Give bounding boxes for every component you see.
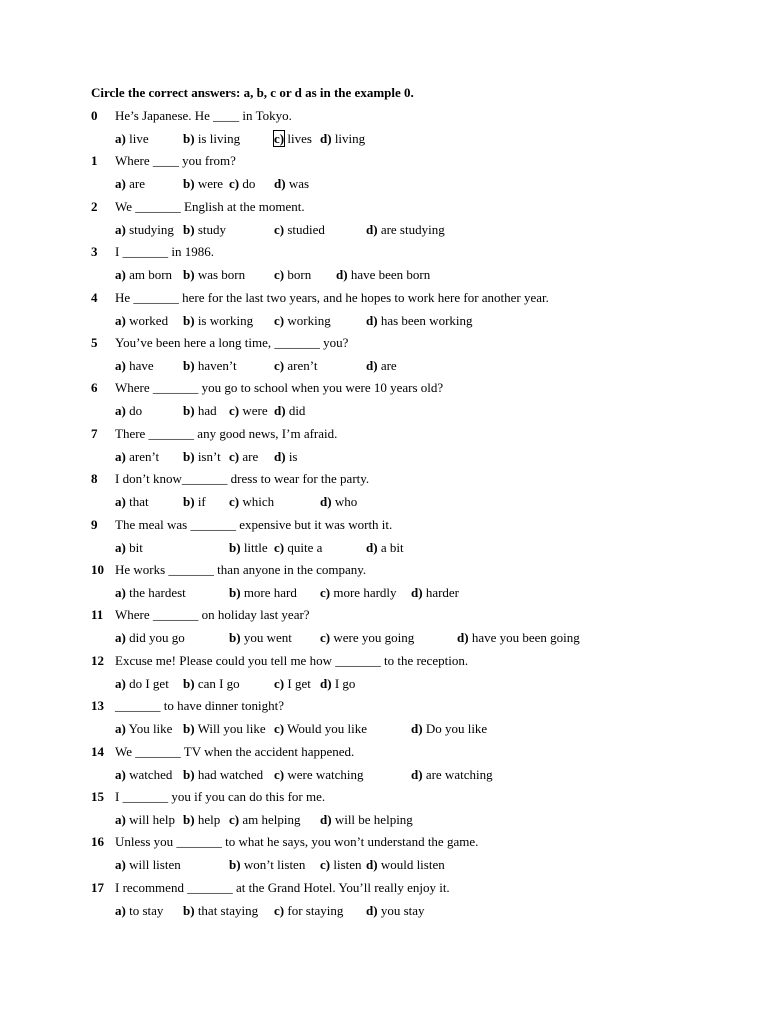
option-text: born: [284, 267, 312, 283]
option-letter: c): [229, 494, 240, 510]
answer-option-c[interactable]: [274, 720, 367, 738]
circled-option-letter: c): [274, 131, 285, 146]
option-letter: b): [229, 585, 241, 600]
answer-option-b[interactable]: [183, 766, 263, 784]
question-number: 14: [91, 743, 104, 759]
option-letter: a): [115, 675, 126, 691]
option-text: can I go: [194, 675, 240, 691]
answer-option-a[interactable]: [115, 675, 169, 693]
question-text: He’s Japanese. He ____ in Tokyo.: [115, 108, 292, 123]
option-text: study: [194, 221, 226, 237]
answer-option-d[interactable]: [411, 720, 487, 738]
question-number: 1: [91, 153, 98, 169]
answer-option-a[interactable]: [115, 766, 172, 784]
option-letter: a): [115, 539, 126, 555]
option-letter: b): [183, 675, 195, 691]
question-number: 8: [91, 471, 98, 487]
option-letter: d): [274, 176, 286, 192]
option-text: were: [239, 403, 268, 419]
option-letter: d): [274, 403, 286, 419]
answer-option-b[interactable]: [183, 675, 240, 693]
answer-option-c[interactable]: [229, 493, 274, 511]
answer-option-a[interactable]: [115, 175, 145, 193]
option-text: isn’t: [194, 448, 221, 464]
answer-option-a[interactable]: [115, 130, 149, 148]
option-letter: b): [229, 630, 241, 646]
question-text: The meal was _______ expensive but it was worth it.: [115, 516, 393, 532]
option-letter: b): [229, 857, 241, 873]
option-text: who: [331, 494, 358, 510]
question-text: Where _______ on holiday last year?: [115, 607, 310, 623]
option-text: studied: [284, 221, 325, 237]
option-letter: a): [115, 221, 126, 237]
option-letter: b): [183, 358, 195, 373]
option-letter: d): [274, 448, 286, 464]
option-letter: a): [115, 585, 126, 600]
answer-option-b[interactable]: [229, 539, 268, 557]
option-text: for staying: [284, 902, 344, 918]
option-text: lives: [284, 131, 312, 146]
option-text: help: [194, 812, 221, 827]
option-text: would listen: [377, 857, 445, 873]
option-letter: b): [183, 267, 195, 283]
option-text: do I get: [125, 675, 169, 691]
option-letter: c): [274, 721, 285, 737]
answer-option-a[interactable]: [115, 811, 175, 829]
answer-option-d[interactable]: [320, 675, 355, 693]
answer-option-b[interactable]: [183, 357, 237, 375]
option-text: were you going: [330, 630, 415, 646]
option-letter: a): [115, 812, 126, 827]
option-text: you went: [240, 630, 292, 646]
option-text: won’t listen: [240, 857, 306, 873]
option-text: that staying: [194, 902, 259, 918]
option-text: bit: [125, 539, 143, 555]
option-text: that: [125, 494, 149, 510]
option-letter: a): [115, 857, 126, 873]
answer-option-c[interactable]: [229, 175, 255, 193]
answer-option-a[interactable]: [115, 584, 186, 602]
option-letter: a): [115, 312, 126, 328]
option-text: more hard: [240, 585, 297, 600]
question-text: I don’t know_______ dress to wear for the party.: [115, 471, 370, 487]
option-letter: c): [274, 902, 285, 918]
answer-option-b[interactable]: [183, 402, 217, 420]
question-number: 17: [91, 879, 104, 895]
option-text: I get: [284, 675, 311, 691]
option-text: had: [194, 403, 217, 419]
answer-option-d[interactable]: [320, 811, 413, 829]
option-letter: c): [274, 675, 285, 691]
option-text: listen: [330, 857, 362, 873]
option-text: do: [125, 403, 143, 419]
option-letter: d): [366, 358, 378, 373]
answer-option-c[interactable]: [274, 675, 311, 693]
option-letter: c): [320, 585, 331, 600]
option-letter: d): [336, 267, 348, 283]
answer-option-d[interactable]: [411, 766, 493, 784]
option-letter: d): [366, 902, 378, 918]
option-text: will listen: [125, 857, 181, 873]
answer-option-b[interactable]: [183, 312, 253, 330]
option-text: am born: [125, 267, 173, 283]
answer-option-a[interactable]: [115, 856, 181, 874]
option-letter: c): [274, 358, 285, 373]
option-text: aren’t: [284, 358, 318, 373]
answer-option-a[interactable]: [115, 629, 185, 647]
question-number: 2: [91, 198, 98, 214]
instructions: Circle the correct answers: a, b, c or d as in the example 0.: [91, 85, 414, 100]
option-letter: a): [115, 721, 126, 737]
answer-option-d[interactable]: [366, 312, 473, 330]
answer-option-b[interactable]: [229, 584, 297, 602]
option-text: have been born: [347, 267, 431, 283]
option-letter: a): [115, 902, 126, 918]
question-text: Excuse me! Please could you tell me how _______ to the reception.: [115, 652, 469, 668]
answer-option-a[interactable]: [115, 448, 159, 466]
question-number: 16: [91, 834, 104, 850]
answer-option-c[interactable]: [274, 766, 364, 784]
answer-option-d[interactable]: [366, 902, 425, 920]
option-text: which: [239, 494, 275, 510]
option-letter: d): [366, 857, 378, 873]
option-text: Do you like: [422, 721, 488, 737]
option-letter: a): [115, 448, 126, 464]
question-number: 10: [91, 562, 104, 577]
option-text: watched: [125, 766, 173, 782]
answer-option-d[interactable]: [274, 175, 309, 193]
option-text: do: [239, 176, 256, 192]
option-letter: b): [183, 403, 195, 419]
answer-option-a[interactable]: [115, 312, 168, 330]
answer-option-b[interactable]: [183, 266, 245, 284]
option-letter: d): [411, 585, 423, 600]
answer-option-c[interactable]: [274, 266, 311, 284]
question-number: 9: [91, 516, 98, 532]
answer-option-b[interactable]: [183, 811, 220, 829]
option-letter: c): [320, 857, 331, 873]
answer-option-b[interactable]: [229, 629, 292, 647]
option-letter: a): [115, 358, 126, 373]
question-text: I _______ you if you can do this for me.: [115, 789, 326, 804]
option-text: I go: [331, 675, 356, 691]
option-text: have: [125, 358, 154, 373]
option-letter: c): [229, 812, 240, 827]
option-letter: c): [229, 176, 240, 192]
answer-option-d[interactable]: [366, 221, 445, 239]
option-letter: b): [183, 902, 195, 918]
option-text: aren’t: [125, 448, 160, 464]
option-letter: d): [320, 812, 332, 827]
question-text: We _______ TV when the accident happened.: [115, 743, 355, 759]
option-letter: a): [115, 766, 126, 782]
option-text: quite a: [284, 539, 323, 555]
option-letter: b): [229, 539, 241, 555]
option-text: is living: [194, 131, 241, 146]
question-text: Where _______ you go to school when you were 10 years old?: [115, 380, 444, 396]
question-text: _______ to have dinner tonight?: [115, 698, 284, 714]
question-number: 13: [91, 698, 104, 714]
option-text: harder: [422, 585, 460, 600]
question-number: 15: [91, 789, 104, 804]
answer-option-c[interactable]: [320, 584, 397, 602]
answer-option-b[interactable]: [183, 175, 223, 193]
option-letter: b): [183, 176, 195, 192]
answer-option-c[interactable]: [274, 539, 322, 557]
answer-option-c[interactable]: [320, 629, 414, 647]
answer-option-b[interactable]: [183, 221, 226, 239]
option-letter: c): [274, 221, 285, 237]
option-text: have you been going: [468, 630, 580, 646]
option-text: am helping: [239, 812, 301, 827]
option-letter: c): [274, 267, 285, 283]
option-letter: b): [183, 766, 195, 782]
option-letter: a): [115, 494, 126, 510]
option-letter: d): [457, 630, 469, 646]
question-number: 0: [91, 108, 98, 123]
question-number: 5: [91, 335, 98, 350]
answer-option-d[interactable]: [457, 629, 580, 647]
answer-option-d[interactable]: [366, 856, 445, 874]
question-number: 7: [91, 425, 98, 441]
option-text: are: [239, 448, 259, 464]
answer-option-a[interactable]: [115, 720, 172, 738]
option-text: are studying: [377, 221, 445, 237]
option-text: studying: [125, 221, 174, 237]
option-letter: c): [274, 539, 285, 555]
option-letter: c): [229, 448, 240, 464]
option-text: is: [285, 448, 298, 464]
answer-option-b[interactable]: [183, 493, 206, 511]
option-letter: c): [274, 312, 285, 328]
question-number: 12: [91, 652, 104, 668]
option-letter: a): [115, 403, 126, 419]
option-text: You like: [125, 721, 173, 737]
option-letter: a): [115, 176, 126, 192]
option-text: Would you like: [284, 721, 367, 737]
answer-option-a[interactable]: [115, 266, 172, 284]
answer-option-d[interactable]: [366, 539, 404, 557]
option-letter: b): [183, 721, 195, 737]
option-letter: b): [183, 812, 195, 827]
option-letter: a): [115, 131, 126, 146]
question-text: I _______ in 1986.: [115, 244, 214, 260]
option-text: were watching: [284, 766, 364, 782]
question-text: You’ve been here a long time, _______ you?: [115, 335, 349, 350]
question-text: Unless you _______ to what he says, you won’t understand the game.: [115, 834, 479, 850]
answer-option-d[interactable]: [320, 130, 365, 148]
question-number: 11: [91, 607, 104, 623]
option-letter: d): [320, 494, 332, 510]
option-text: a bit: [377, 539, 404, 555]
answer-option-c[interactable]: [274, 312, 331, 330]
option-text: has been working: [377, 312, 473, 328]
option-letter: d): [366, 539, 378, 555]
option-letter: d): [366, 221, 378, 237]
option-text: had watched: [194, 766, 264, 782]
answer-option-d[interactable]: [336, 266, 430, 284]
answer-option-a[interactable]: [115, 221, 174, 239]
answer-option-c[interactable]: [229, 448, 258, 466]
question-number: 4: [91, 289, 98, 305]
answer-option-d[interactable]: [320, 493, 357, 511]
option-letter: d): [320, 675, 332, 691]
question-text: I recommend _______ at the Grand Hotel. You’ll really enjoy it.: [115, 879, 450, 895]
option-text: more hardly: [330, 585, 397, 600]
answer-option-c[interactable]: [320, 856, 362, 874]
answer-option-c[interactable]: [274, 902, 343, 920]
option-letter: c): [320, 630, 331, 646]
question-text: He works _______ than anyone in the company.: [115, 562, 367, 577]
option-letter: b): [183, 221, 195, 237]
option-letter: a): [115, 630, 126, 646]
option-text: did you go: [125, 630, 185, 646]
answer-option-b[interactable]: [229, 856, 305, 874]
answer-option-d[interactable]: [274, 402, 305, 420]
answer-option-c[interactable]: [274, 221, 325, 239]
option-text: the hardest: [125, 585, 186, 600]
option-letter: b): [183, 312, 195, 328]
option-text: did: [285, 403, 306, 419]
option-text: are watching: [422, 766, 493, 782]
option-text: haven’t: [194, 358, 237, 373]
option-letter: b): [183, 448, 195, 464]
answer-option-b[interactable]: [183, 902, 258, 920]
option-text: to stay: [125, 902, 164, 918]
answer-option-b[interactable]: [183, 130, 240, 148]
option-letter: d): [366, 312, 378, 328]
option-text: living: [331, 131, 366, 146]
option-text: working: [284, 312, 331, 328]
question-text: Where ____ you from?: [115, 153, 236, 169]
option-letter: b): [183, 131, 195, 146]
answer-option-d[interactable]: [366, 357, 397, 375]
option-text: are: [377, 358, 397, 373]
question-number: 6: [91, 380, 98, 396]
option-text: is working: [194, 312, 254, 328]
option-text: was born: [194, 267, 246, 283]
answer-option-a[interactable]: [115, 402, 142, 420]
option-letter: c): [229, 403, 240, 419]
option-letter: a): [115, 267, 126, 283]
answer-option-c[interactable]: [229, 811, 301, 829]
answer-option-c[interactable]: [274, 357, 317, 375]
option-text: if: [194, 494, 206, 510]
option-text: are: [125, 176, 145, 192]
option-text: was: [285, 176, 310, 192]
question-number: 3: [91, 244, 98, 260]
option-text: Will you like: [194, 721, 266, 737]
answer-option-c[interactable]: [229, 402, 268, 420]
answer-option-a[interactable]: [115, 539, 143, 557]
option-letter: d): [320, 131, 332, 146]
option-letter: d): [411, 721, 423, 737]
answer-option-a[interactable]: [115, 493, 149, 511]
option-letter: b): [183, 494, 195, 510]
option-text: were: [194, 176, 224, 192]
answer-option-a[interactable]: [115, 902, 163, 920]
option-text: worked: [125, 312, 169, 328]
answer-option-b[interactable]: [183, 448, 221, 466]
option-text: will be helping: [331, 812, 413, 827]
option-text: little: [240, 539, 268, 555]
option-letter: c): [274, 766, 285, 782]
answer-option-b[interactable]: [183, 720, 266, 738]
option-letter: d): [411, 766, 423, 782]
option-text: live: [125, 131, 149, 146]
question-text: There _______ any good news, I’m afraid.: [115, 425, 338, 441]
question-text: We _______ English at the moment.: [115, 198, 305, 214]
option-text: will help: [125, 812, 175, 827]
answer-option-d[interactable]: [274, 448, 297, 466]
answer-option-a[interactable]: [115, 357, 154, 375]
option-text: you stay: [377, 902, 425, 918]
answer-option-d[interactable]: [411, 584, 459, 602]
answer-option-c[interactable]: [274, 130, 312, 148]
question-text: He _______ here for the last two years, and he hopes to work here for another year.: [115, 289, 549, 305]
